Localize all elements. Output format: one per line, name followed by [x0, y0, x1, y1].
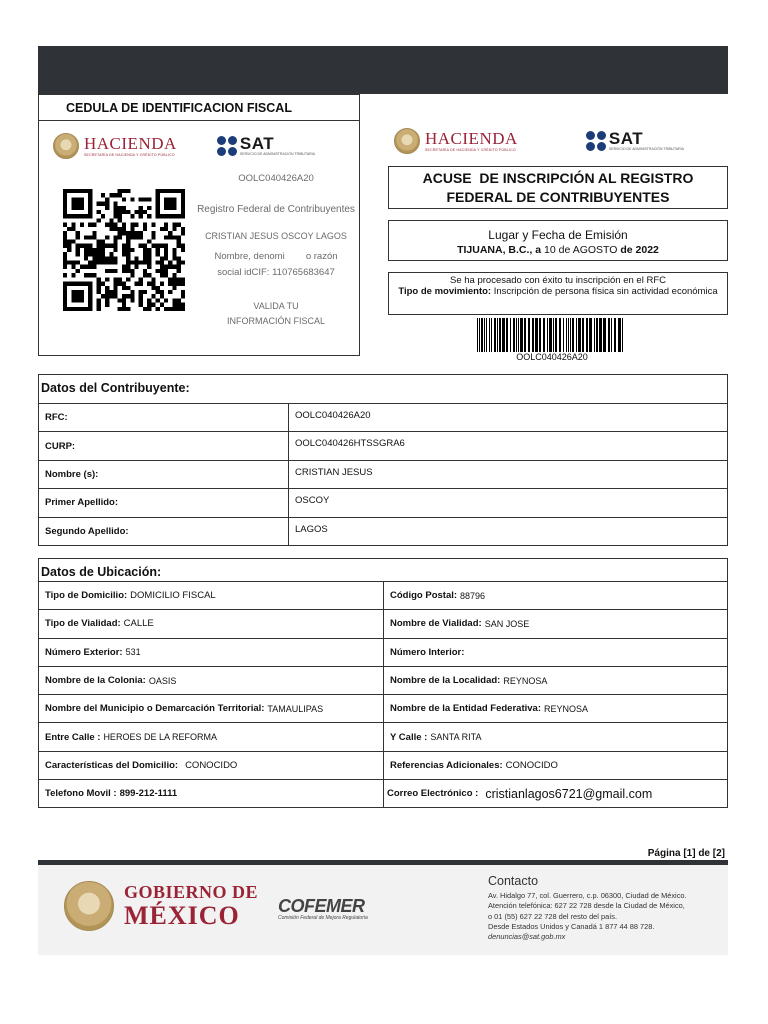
lugar-month: AGOSTO	[572, 244, 618, 256]
tipo-movimiento-label: Tipo de movimiento:	[398, 286, 492, 298]
table-row	[39, 488, 727, 516]
hacienda-seal-icon	[394, 128, 420, 154]
acuse-logos	[394, 128, 684, 154]
cofemer-wordmark: COFEMER	[278, 896, 365, 916]
field-value: OOLC040426A20	[295, 410, 371, 421]
field-cell: Telefono Movil : 899-212-1111	[39, 780, 384, 807]
table-row	[39, 751, 727, 779]
table-row	[39, 460, 727, 488]
cedula-rfc: OOLC040426A20	[238, 173, 314, 184]
cofemer-subtitle: Comisión Federal de Mejora Regulatoria	[278, 915, 368, 921]
field-value: OOLC040426HTSSGRA6	[295, 438, 405, 450]
field-cell: Nombre de la Colonia: OASIS	[39, 667, 384, 694]
cofemer-logo	[278, 897, 368, 921]
field-cell: Nombre del Municipio o Demarcación Territorial: TAMAULIPAS	[39, 695, 384, 722]
field-value: LAGOS	[295, 523, 328, 535]
sat-subtitle: SERVICIO DE ADMINISTRACIÓN TRIBUTARIA	[239, 152, 315, 157]
cedula-title: CEDULA DE IDENTIFICACION FISCAL	[39, 95, 359, 121]
field-label: Primer Apellido:	[39, 489, 289, 516]
tipo-movimiento	[389, 286, 727, 297]
acuse-title-line1: ACUSE DE INSCRIPCIÓN AL REGISTRO	[422, 170, 694, 186]
hacienda-logo	[53, 133, 177, 159]
sat-dots-icon	[586, 131, 606, 151]
hacienda-subtitle: SECRETARÍA DE HACIENDA Y CRÉDITO PÚBLICO	[84, 152, 175, 157]
procesado-box	[388, 272, 728, 315]
contact-line: o 01 (55) 627 22 728 del resto del país.	[488, 911, 618, 921]
table-row	[39, 694, 727, 722]
gob-line1: GOBIERNO DE	[124, 882, 259, 902]
hacienda-subtitle: SECRETARÍA DE HACIENDA Y CRÉDITO PÚBLICO	[425, 147, 516, 152]
field-value: OSCOY	[295, 495, 330, 507]
table-row	[39, 609, 727, 637]
procesado-text: Se ha procesado con éxito tu inscripción en el RFC	[450, 275, 666, 286]
cedula-name: CRISTIAN JESUS OSCOY LAGOS	[205, 231, 347, 241]
contact-email-link[interactable]: denuncias@sat.gob.mx	[488, 932, 566, 942]
hacienda-wordmark: HACIENDA	[425, 128, 518, 148]
table-row	[39, 779, 727, 807]
contact-line: Atención telefónica: 627 22 728 desde la Ciudad de México,	[488, 901, 685, 911]
field-cell: Correo Electrónico : cristianlagos6721@gmail.com	[387, 786, 653, 801]
field-cell: Código Postal: 88796	[390, 590, 486, 602]
hacienda-seal-icon	[53, 133, 79, 159]
field-cell: Nombre de la Entidad Federativa: REYNOSA	[390, 703, 588, 715]
lugar-label: Lugar y Fecha de Emisión	[488, 228, 628, 242]
contact-title: Contacto	[488, 874, 539, 888]
field-cell: Número Interior:	[390, 646, 465, 658]
ubicacion-section	[38, 558, 728, 808]
table-row	[39, 722, 727, 750]
header-bar	[38, 46, 728, 94]
email-value: cristianlagos6721@gmail.com	[485, 786, 653, 801]
sat-subtitle: SERVICIO DE ADMINISTRACIÓN TRIBUTARIA	[608, 147, 684, 152]
lugar-de1: de	[558, 244, 571, 256]
mexico-seal-icon	[64, 881, 114, 931]
field-label: CURP:	[39, 432, 289, 459]
sat-logo-right	[586, 130, 684, 152]
gob-line2: MÉXICO	[124, 901, 240, 930]
table-row	[39, 431, 727, 459]
field-label: Nombre (s):	[39, 461, 289, 488]
table-row	[39, 403, 727, 431]
field-cell: Referencias Adicionales: CONOCIDO	[390, 759, 558, 771]
tipo-movimiento-value: Inscripción de persona física sin actividad económica	[493, 286, 718, 298]
cedula-registro: Registro Federal de Contribuyentes	[197, 204, 355, 215]
sat-dots-icon	[217, 136, 237, 156]
table-row	[39, 638, 727, 666]
table-row	[39, 517, 727, 545]
sat-wordmark: SAT	[608, 129, 644, 149]
field-cell: Tipo de Domicilio: DOMICILIO FISCAL	[39, 582, 384, 609]
acuse-title-box	[388, 166, 728, 209]
valida-line1: VALIDA TU	[253, 301, 299, 311]
field-value: CRISTIAN JESUS	[295, 466, 373, 478]
field-cell: Nombre de Vialidad: SAN JOSE	[390, 618, 530, 630]
valida-line2: INFORMACIÓN FISCAL	[226, 316, 325, 326]
contribuyente-title: Datos del Contribuyente:	[41, 381, 190, 395]
cedula-nombre-line1: Nombre, denomi o razón	[214, 251, 338, 262]
hacienda-wordmark: HACIENDA	[84, 133, 177, 153]
contribuyente-section	[38, 374, 728, 546]
lugar-place: TIJUANA, B.C.,	[457, 244, 533, 256]
contact-block	[488, 874, 720, 943]
gobierno-logo	[64, 881, 258, 931]
cedula-logos	[53, 133, 333, 159]
sat-logo	[217, 135, 315, 157]
field-label: RFC:	[39, 404, 289, 431]
field-cell: Características del Domicilio: CONOCIDO	[39, 752, 384, 779]
field-label: Segundo Apellido:	[39, 518, 289, 545]
lugar-value	[389, 244, 727, 256]
field-cell: Y Calle : SANTA RITA	[390, 731, 482, 743]
field-cell: Entre Calle : HEROES DE LA REFORMA	[39, 723, 384, 750]
cedula-card	[38, 94, 360, 356]
field-cell: Nombre de la Localidad: REYNOSA	[390, 675, 548, 687]
field-cell: Tipo de Vialidad: CALLE	[39, 610, 384, 637]
footer	[38, 865, 728, 955]
lugar-fecha-box	[388, 220, 728, 261]
acuse-title-line2: FEDERAL DE CONTRIBUYENTES	[446, 188, 670, 205]
table-row	[39, 581, 727, 609]
contact-line: Av. Hidalgo 77, col. Guerrero, c.p. 06300, Ciudad de México.	[488, 891, 687, 900]
hacienda-logo-right	[394, 128, 518, 154]
lugar-a: a	[535, 244, 542, 256]
contact-line: Desde Estados Unidos y Canadá 1 877 44 88 728.	[488, 922, 655, 932]
lugar-day: 10	[544, 244, 556, 256]
sat-wordmark: SAT	[239, 134, 275, 154]
barcode-text: OOLC040426A20	[516, 352, 588, 362]
cedula-idcif: social idCIF: 110765683647	[217, 267, 335, 278]
barcode-icon	[477, 318, 627, 352]
table-row	[39, 666, 727, 694]
ubicacion-title: Datos de Ubicación:	[41, 565, 162, 579]
field-cell: Número Exterior: 531	[39, 639, 384, 666]
qr-code-icon	[63, 189, 185, 311]
lugar-de2: de	[620, 244, 633, 256]
page-number: Página [1] de [2]	[647, 848, 725, 859]
lugar-year: 2022	[635, 244, 659, 256]
